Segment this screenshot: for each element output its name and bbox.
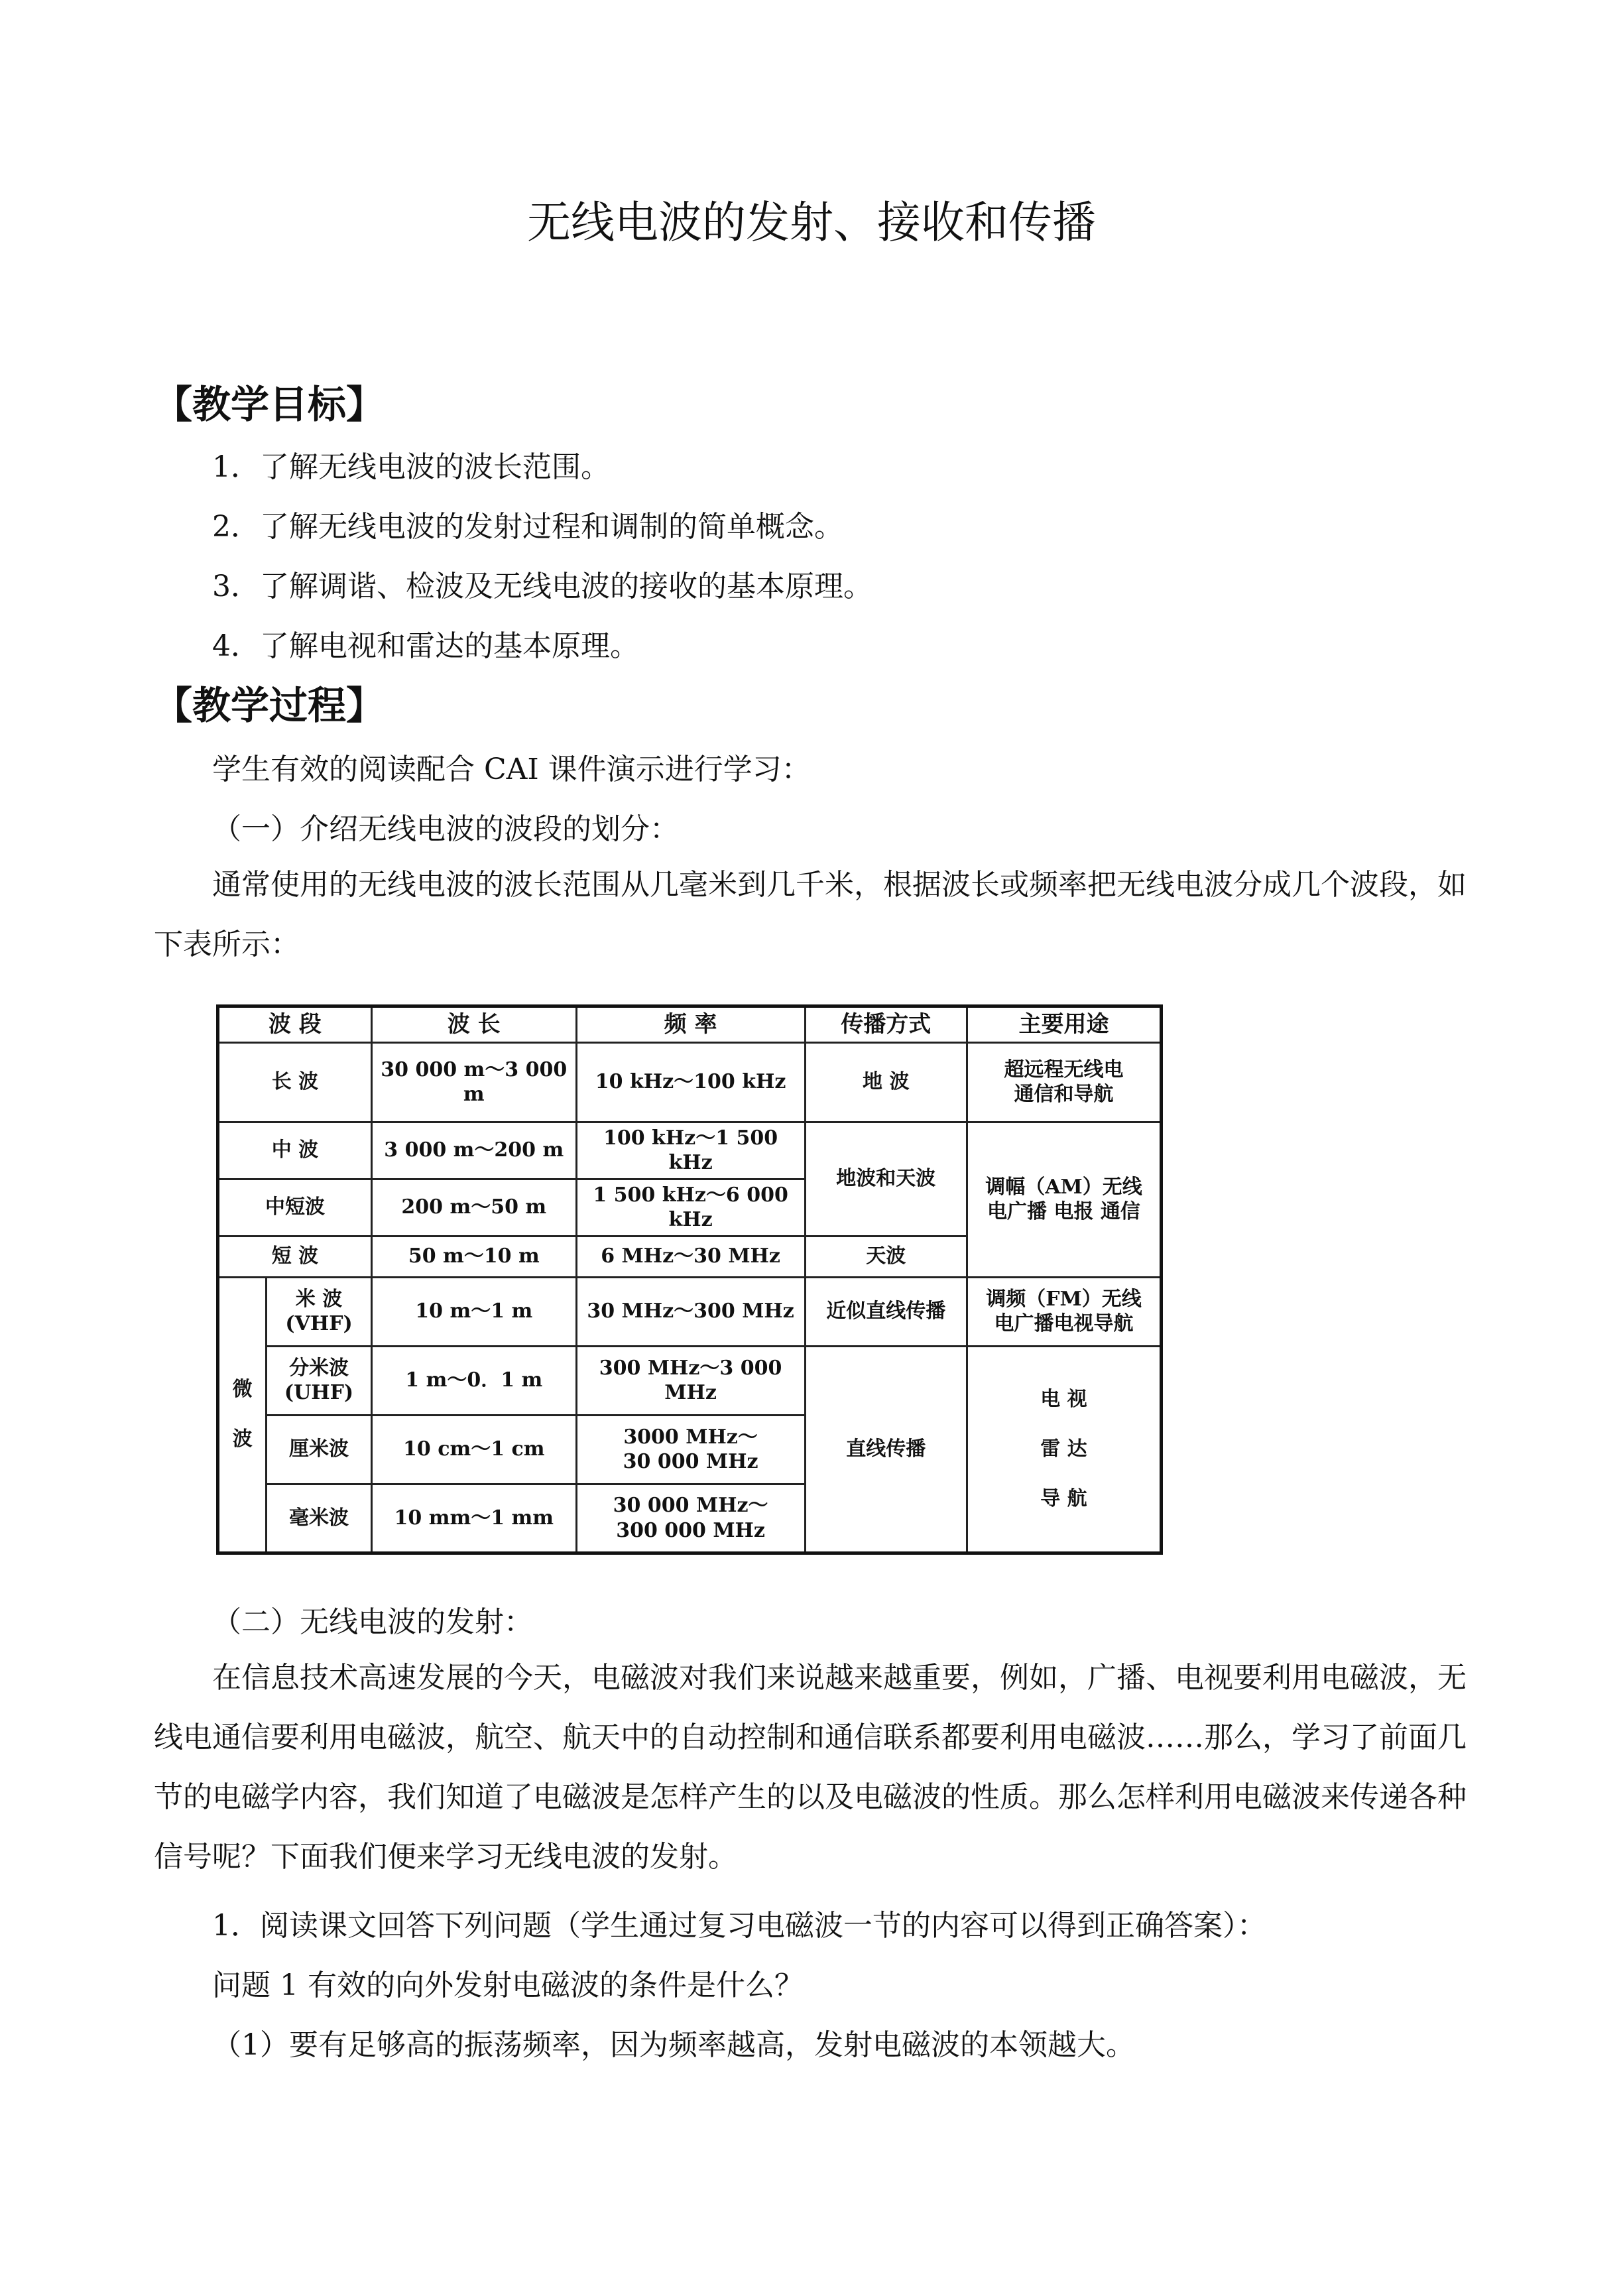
use-long xyxy=(967,1042,1161,1122)
goal-item: 1．了解无线电波的波长范围。 xyxy=(212,450,610,484)
answer-1: （1）要有足够高的振荡频率，因为频率越高，发射电磁波的本领越大。 xyxy=(212,2028,1135,2062)
process-heading: 【教学过程】 xyxy=(154,683,385,728)
freq-uhf: 300 MHz～3 000 MHz xyxy=(576,1346,805,1415)
mode-vhf: 近似直线传播 xyxy=(805,1277,967,1346)
freq-cm-line: 3000 MHz～ xyxy=(623,1425,758,1449)
mode-medium: 地波和天波 xyxy=(805,1122,967,1236)
header-propagation: 传播方式 xyxy=(805,1006,967,1043)
band-uhf xyxy=(267,1346,372,1415)
wave-cm: 10 cm～1 cm xyxy=(371,1415,576,1484)
wave-medium: 3 000 m～200 m xyxy=(371,1122,576,1179)
use-long-line: 通信和导航 xyxy=(1014,1083,1114,1106)
use-long-line: 超远程无线电 xyxy=(1004,1057,1124,1081)
band-medium: 中 波 xyxy=(218,1122,372,1179)
band-uhf-line: (UHF) xyxy=(284,1381,354,1404)
use-micro-line: 导 航 xyxy=(1040,1486,1087,1510)
header-frequency: 频 率 xyxy=(576,1006,805,1043)
part2-heading: （二）无线电波的发射： xyxy=(212,1605,533,1639)
part2-paragraph: 在信息技术高速发展的今天，电磁波对我们来说越来越重要，例如，广播、电视要利用电磁波，无线电通信要利用电磁波，航空、航天中的自动控制和通信联系都要利用电磁波……那么，学习了前面几节的电磁学内容，我们知道了电磁波是怎样产生的以及电磁波的性质。那么怎样利用电磁波来传递各种信号呢？下面我们便来学习无线电波的发射。 xyxy=(154,1661,1467,1874)
use-micro-line: 雷 达 xyxy=(1040,1437,1087,1461)
band-short: 短 波 xyxy=(218,1236,372,1277)
header-usage: 主要用途 xyxy=(967,1006,1161,1043)
use-vhf xyxy=(967,1277,1161,1346)
part1-heading: （一）介绍无线电波的波段的划分： xyxy=(212,812,679,846)
header-band: 波 段 xyxy=(218,1006,372,1043)
use-medium-line: 调幅（AM）无线 xyxy=(985,1175,1142,1199)
freq-mm-line: 300 000 MHz xyxy=(616,1518,765,1542)
freq-mm xyxy=(576,1484,805,1553)
band-medshort: 中短波 xyxy=(218,1179,372,1236)
wave-long: 30 000 m～3 000 m xyxy=(371,1042,576,1122)
wave-medshort: 200 m～50 m xyxy=(371,1179,576,1236)
use-micro xyxy=(967,1346,1161,1553)
goals-heading: 【教学目标】 xyxy=(154,382,385,427)
wave-short: 50 m～10 m xyxy=(371,1236,576,1277)
goal-item: 4．了解电视和雷达的基本原理。 xyxy=(212,629,639,663)
wave-vhf: 10 m～1 m xyxy=(371,1277,576,1346)
part1-paragraph: 通常使用的无线电波的波长范围从几毫米到几千米，根据波长或频率把无线电波分成几个波段，如下表所示： xyxy=(154,868,1467,961)
page-title: 无线电波的发射、接收和传播 xyxy=(527,197,1096,248)
goal-item: 2．了解无线电波的发射过程和调制的简单概念。 xyxy=(212,510,843,544)
band-mm: 毫米波 xyxy=(267,1484,372,1553)
band-vhf xyxy=(267,1277,372,1346)
use-medium xyxy=(967,1122,1161,1277)
question-1: 问题 1 有效的向外发射电磁波的条件是什么？ xyxy=(212,1968,804,2002)
wave-mm: 10 mm～1 mm xyxy=(371,1484,576,1553)
mode-micro: 直线传播 xyxy=(805,1346,967,1553)
microwave-label-char: 波 xyxy=(232,1427,253,1451)
table-row xyxy=(218,1042,1162,1122)
freq-cm-line: 30 000 MHz xyxy=(623,1450,758,1473)
freq-vhf: 30 MHz～300 MHz xyxy=(576,1277,805,1346)
use-vhf-line: 调频（FM）无线 xyxy=(986,1287,1142,1311)
use-vhf-line: 电广播电视导航 xyxy=(994,1312,1134,1335)
freq-long: 10 kHz～100 kHz xyxy=(576,1042,805,1122)
microwave-label-char: 微 xyxy=(232,1378,253,1402)
mode-long: 地 波 xyxy=(805,1042,967,1122)
table-row xyxy=(218,1346,1162,1415)
wave-band-table xyxy=(216,1004,1163,1555)
freq-cm xyxy=(576,1415,805,1484)
freq-short: 6 MHz～30 MHz xyxy=(576,1236,805,1277)
mode-short: 天波 xyxy=(805,1236,967,1277)
freq-medshort: 1 500 kHz～6 000 kHz xyxy=(576,1179,805,1236)
freq-medium: 100 kHz～1 500 kHz xyxy=(576,1122,805,1179)
question-intro: 1．阅读课文回答下列问题（学生通过复习电磁波一节的内容可以得到正确答案）： xyxy=(212,1909,1266,1943)
table-row xyxy=(218,1122,1162,1179)
intro-text: 学生有效的阅读配合 CAI 课件演示进行学习： xyxy=(212,753,811,786)
use-micro-line: 电 视 xyxy=(1040,1387,1087,1411)
header-wavelength: 波 长 xyxy=(371,1006,576,1043)
wave-uhf: 1 m～0．1 m xyxy=(371,1346,576,1415)
band-cm: 厘米波 xyxy=(267,1415,372,1484)
band-long: 长 波 xyxy=(218,1042,372,1122)
microwave-label xyxy=(218,1277,267,1553)
table-row xyxy=(218,1277,1162,1346)
band-uhf-line: 分米波 xyxy=(289,1356,349,1380)
freq-mm-line: 30 000 MHz～ xyxy=(613,1494,768,1517)
band-vhf-line: (VHF) xyxy=(285,1312,353,1335)
band-vhf-line: 米 波 xyxy=(295,1287,343,1311)
goal-item: 3．了解调谐、检波及无线电波的接收的基本原理。 xyxy=(212,570,872,603)
table-header-row xyxy=(218,1006,1162,1043)
use-medium-line: 电广播 电报 通信 xyxy=(987,1200,1140,1223)
